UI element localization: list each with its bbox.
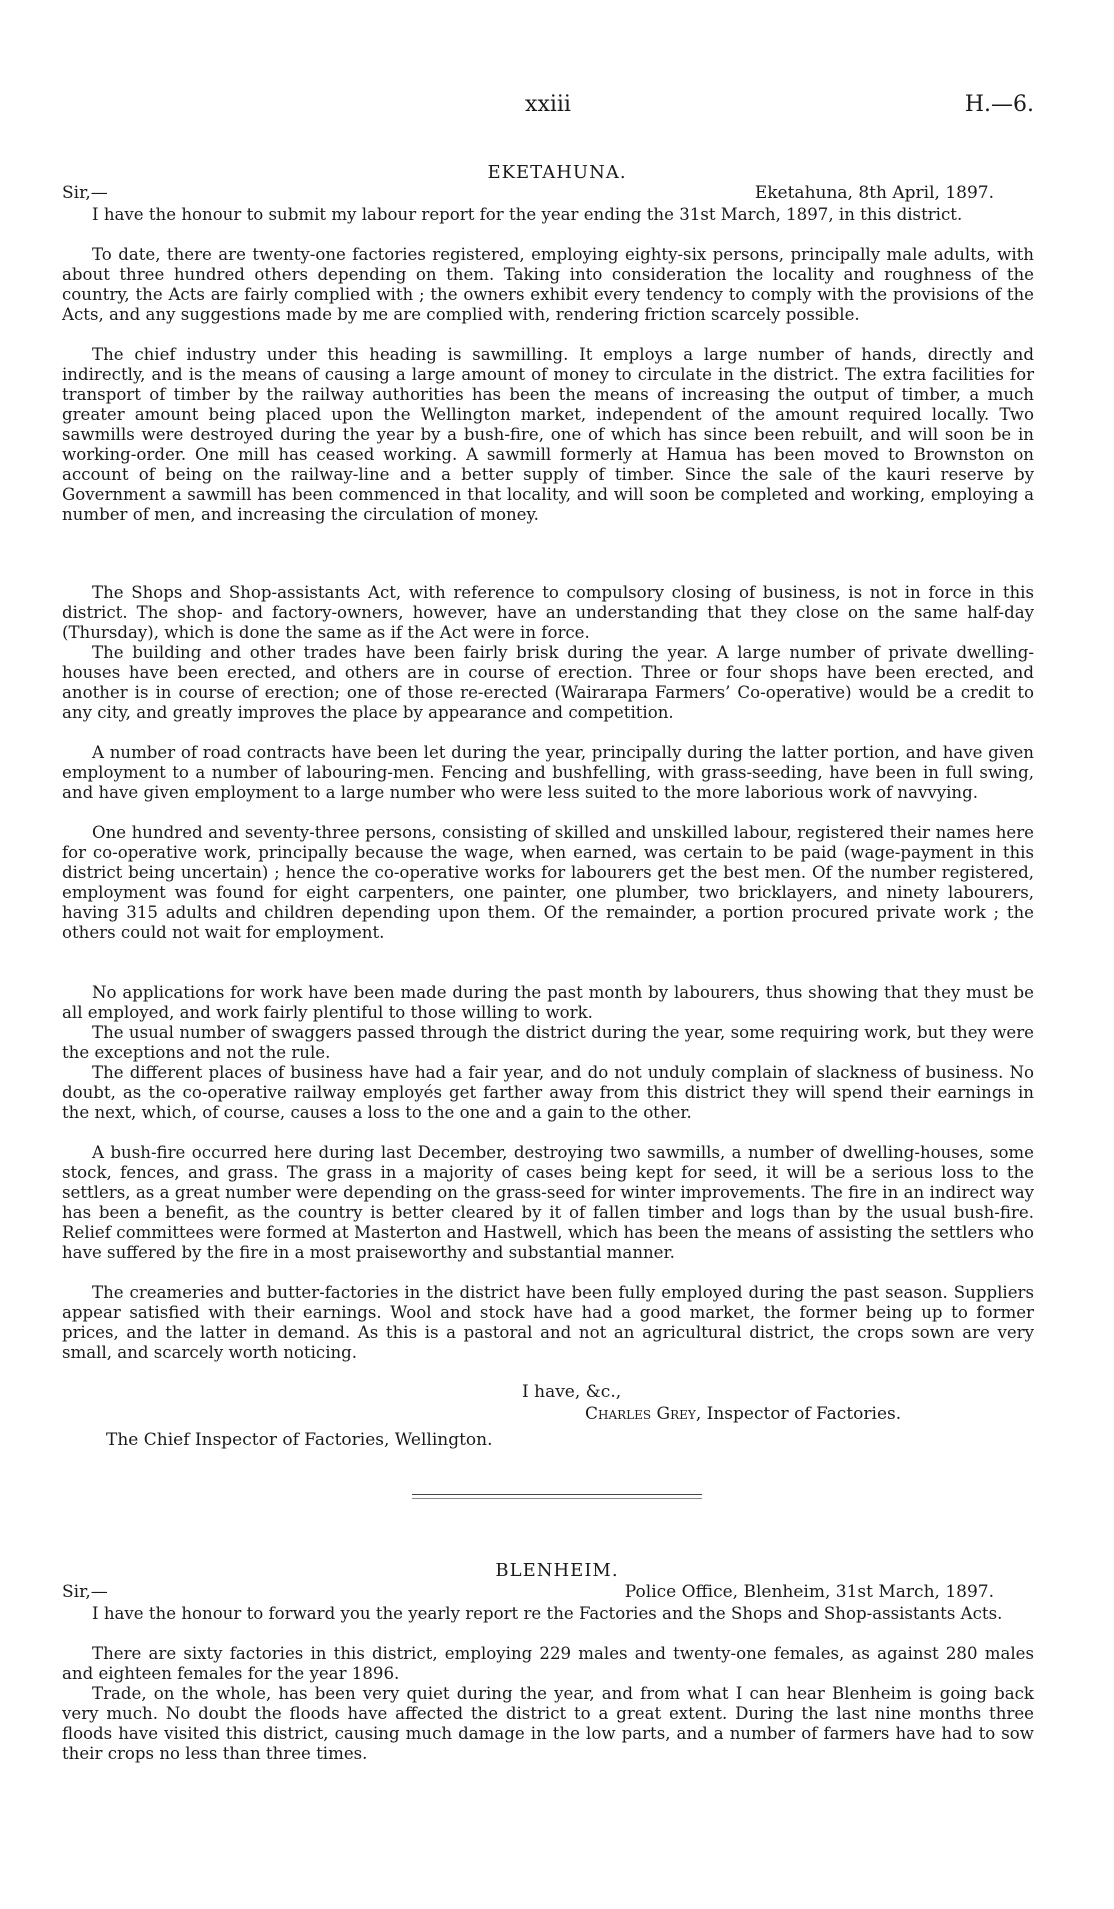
paragraph: The chief industry under this heading is sawmilling. It employs a large number of hands, directly and indirectly, and is the means of causing a large amount of money to circulate in the district. The extra facilities for transport of timber by the railway authorities has been the means of increasing the output of timber, a much greater amount being placed upon the Wellington market, independent of the amount required locally. Two sawmills were destroyed during the year by a bush-fire, one of which has since been rebuilt, and will soon be in working-order. One mill has ceased working. A sawmill formerly at Hamua has been moved to Brownston on account of being on the railway-line and a better supply of timber. Since the sale of the kauri reserve by Government a sawmill has been commenced in that locality, and will soon be completed and working, employing a number of men, and increasing the circulation of money. [62,345,1034,524]
paragraph: Trade, on the whole, has been very quiet during the year, and from what I can hear Blenheim is going back very much. No doubt the floods have affected the district to a great extent. During the last nine months three floods have visited this district, causing much damage in the low parts, and a number of farmers have had to sow their crops no less than three times. [62,1684,1034,1763]
paragraph: There are sixty factories in this district, employing 229 males and twenty-one females, as against 280 males and eighteen females for the year 1896. [62,1644,1034,1683]
salutation-eketahuna: Sir,— [62,183,108,203]
page-number: xxiii [525,92,571,117]
signature [585,1404,901,1424]
page-header [62,92,1034,126]
paragraph: The building and other trades have been fairly brisk during the year. A large number of private dwelling-houses have been erected, and others are in course of erection. Three or four shops have been erected, and another is in course of erection; one of those re-erected (Wairarapa Farmers’ Co-operative) would be a credit to any city, and greatly improves the place by appearance and competition. [62,643,1034,722]
paragraph: A number of road contracts have been let during the year, principally during the latter portion, and have given employment to a number of labouring-men. Fencing and bushfelling, with grass-seeding, have been in full swing, and have given employment to a large number who were less suited to the more laborious work of navvying. [62,743,1034,802]
closing-formula: I have, &c., [522,1382,622,1402]
signatory-title: , Inspector of Factories. [695,1404,902,1424]
paragraph: No applications for work have been made during the past month by labourers, thus showing that they must be all employed, and work fairly plentiful to those willing to work. [62,983,1034,1022]
document-reference: H.—6. [964,92,1034,117]
place-date-eketahuna: Eketahuna, 8th April, 1897. [754,183,994,203]
place-date-blenheim: Police Office, Blenheim, 31st March, 1897. [624,1582,994,1602]
paragraph: One hundred and seventy-three persons, consisting of skilled and unskilled labour, registered their names here for co-operative work, principally because the wage, when earned, was certain to be paid (wage-payment in this district being uncertain) ; hence the co-operative works for labourers get the best men. Of the number registered, employment was found for eight carpenters, one painter, one plumber, two bricklayers, and ninety labourers, having 315 adults and children depending upon them. Of the remainder, a portion procured private work ; the others could not wait for employment. [62,823,1034,942]
paragraph: A bush-fire occurred here during last December, destroying two sawmills, a number of dwelling-houses, some stock, fences, and grass. The grass in a majority of cases being kept for seed, it will be a serious loss to the settlers, as a great number were depending on the grass-seed for winter improvements. The fire in an indirect way has been a benefit, as the country is better cleared by it of fallen timber and logs than by the usual bush-fire. Relief committees were formed at Masterton and Hastwell, which has been the means of assisting the settlers who have suffered by the fire in a most praiseworthy and substantial manner. [62,1143,1034,1262]
section-divider [412,1494,702,1495]
paragraph: The different places of business have had a fair year, and do not unduly complain of slackness of business. No doubt, as the co-operative railway employés get farther away from this district they will spend their earnings in the next, which, of course, causes a loss to the one and a gain to the other. [62,1063,1034,1122]
salutation-blenheim: Sir,— [62,1582,108,1602]
section-title-blenheim: BLENHEIM. [495,1560,619,1581]
addressee: The Chief Inspector of Factories, Wellington. [106,1430,493,1450]
paragraph: The usual number of swaggers passed through the district during the year, some requiring work, but they were the exceptions and not the rule. [62,1023,1034,1062]
paragraph: I have the honour to forward you the yearly report re the Factories and the Shops and Shop-assistants Acts. [92,1604,1003,1623]
paragraph: The Shops and Shop-assistants Act, with reference to compulsory closing of business, is not in force in this district. The shop- and factory-owners, however, have an understanding that they close on the same half-day (Thursday), which is done the same as if the Act were in force. [62,583,1034,642]
section-title-eketahuna: EKETAHUNA. [487,162,627,183]
paragraph: I have the honour to submit my labour report for the year ending the 31st March, 1897, in this district. [92,205,963,224]
paragraph: The creameries and butter-factories in the district have been fully employed during the past season. Suppliers appear satisfied with their earnings. Wool and stock have had a good market, the former being up to former prices, and the latter in demand. As this is a pastoral and not an agricultural district, the crops sown are very small, and scarcely worth noticing. [62,1283,1034,1362]
paragraph: To date, there are twenty-one factories registered, employing eighty-six persons, principally male adults, with about three hundred others depending on them. Taking into consideration the locality and roughness of the country, the Acts are fairly complied with ; the owners exhibit every tendency to comply with the provisions of the Acts, and any suggestions made by me are complied with, rendering friction scarcely possible. [62,245,1034,324]
section-divider-secondary [412,1498,702,1499]
signatory-name: Charles Grey [585,1404,696,1424]
